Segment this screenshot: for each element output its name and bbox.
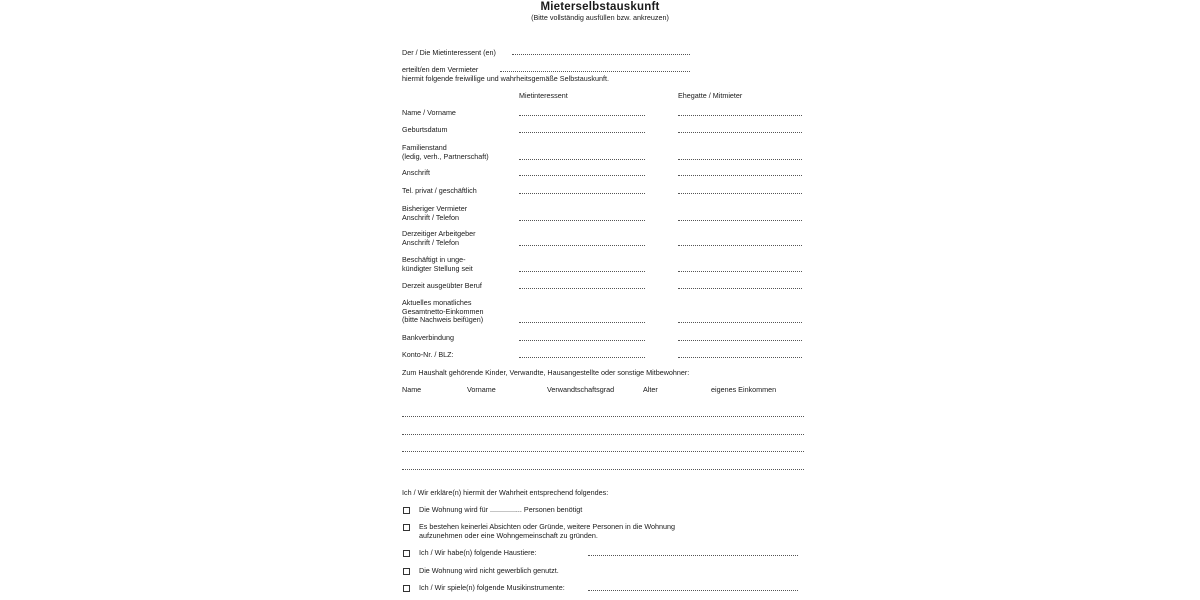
field-input-tenant[interactable]: [519, 322, 645, 323]
household-col-income: eigenes Einkommen: [711, 385, 777, 394]
household-col-vorname: Vorname: [467, 385, 496, 394]
field-label: (bitte Nachweis beifügen): [402, 315, 484, 324]
household-col-relation: Verwandtschaftsgrad: [547, 385, 615, 394]
field-input-spouse[interactable]: [678, 220, 802, 221]
declaration-fill-field[interactable]: [588, 555, 798, 556]
field-label: Beschäftigt in unge-: [402, 255, 466, 264]
household-row-line[interactable]: [402, 434, 804, 435]
field-input-spouse[interactable]: [678, 115, 802, 116]
field-label: kündigter Stellung seit: [402, 263, 473, 273]
field-label: Aktuelles monatliches: [402, 298, 472, 307]
intro-tenant-field[interactable]: [512, 54, 690, 55]
field-input-tenant[interactable]: [519, 159, 645, 160]
declaration-checkbox[interactable]: [403, 524, 410, 531]
declaration-checkbox[interactable]: [403, 568, 410, 575]
household-col-name: Name: [402, 385, 422, 394]
intro-landlord-field[interactable]: [500, 71, 690, 72]
field-label: Anschrift / Telefon: [402, 212, 459, 222]
household-row-line[interactable]: [402, 451, 804, 452]
household-col-age: Alter: [643, 385, 658, 394]
household-row-line[interactable]: [402, 469, 804, 470]
declaration-heading: Ich / Wir erkläre(n) hiermit der Wahrheit entsprechend folgendes:: [402, 488, 609, 497]
document-title: Mieterselbstauskunft: [540, 1, 660, 13]
field-input-spouse[interactable]: [678, 322, 802, 323]
field-label: (ledig, verh., Partnerschaft): [402, 151, 489, 161]
field-input-spouse[interactable]: [678, 132, 802, 133]
intro-tenant-label: Der / Die Mietinteressent (en): [402, 48, 496, 57]
field-input-spouse[interactable]: [678, 175, 802, 176]
field-label: Konto-Nr. / BLZ:: [402, 350, 454, 359]
field-input-tenant[interactable]: [519, 175, 645, 176]
declaration-text: Es bestehen keinerlei Absichten oder Gründe, weitere Personen in die Wohnung: [419, 522, 675, 531]
field-input-tenant[interactable]: [519, 340, 645, 341]
declaration-checkbox[interactable]: [403, 550, 410, 557]
field-label: Anschrift: [402, 168, 430, 177]
declaration-text: Ich / Wir habe(n) folgende Haustiere:: [419, 548, 537, 557]
declaration-text: Ich / Wir spiele(n) folgende Musikinstrumente:: [419, 583, 565, 592]
field-input-spouse[interactable]: [678, 193, 802, 194]
field-input-tenant[interactable]: [519, 193, 645, 194]
intro-landlord-label: erteilt/en dem Vermieter: [402, 65, 479, 74]
declaration-checkbox[interactable]: [403, 507, 410, 514]
intro-statement: hiermit folgende freiwillige und wahrheitsgemäße Selbstauskunft.: [402, 74, 609, 83]
household-heading: Zum Haushalt gehörende Kinder, Verwandte, Hausangestellte oder sonstige Mitbewohner:: [402, 368, 690, 377]
declaration-fill-field[interactable]: [588, 590, 798, 591]
column-header-tenant: Mietinteressent: [519, 91, 568, 100]
field-label: Derzeitiger Arbeitgeber: [402, 229, 476, 238]
field-input-spouse[interactable]: [678, 288, 802, 289]
field-label: Bankverbindung: [402, 333, 454, 342]
household-row-line[interactable]: [402, 416, 804, 417]
field-input-spouse[interactable]: [678, 271, 802, 272]
field-input-spouse[interactable]: [678, 159, 802, 160]
field-label: Anschrift / Telefon: [402, 237, 459, 247]
document-subtitle: (Bitte vollständig ausfüllen bzw. ankreuzen): [531, 13, 669, 22]
field-label: Familienstand: [402, 143, 447, 152]
field-input-tenant[interactable]: [519, 288, 645, 289]
field-label: Bisheriger Vermieter: [402, 204, 468, 213]
field-label: Geburtsdatum: [402, 125, 448, 134]
declaration-checkbox[interactable]: [403, 585, 410, 592]
field-label: Name / Vorname: [402, 108, 456, 117]
field-input-tenant[interactable]: [519, 271, 645, 272]
field-label: Derzeit ausgeübter Beruf: [402, 281, 482, 290]
declaration-text: Die Wohnung wird nicht gewerblich genutzt.: [419, 566, 559, 575]
field-input-spouse[interactable]: [678, 357, 802, 358]
declaration-text: aufzunehmen oder eine Wohngemeinschaft zu gründen.: [419, 530, 598, 540]
declaration-text: Die Wohnung wird für ................ Personen benötigt: [419, 505, 583, 514]
field-input-tenant[interactable]: [519, 115, 645, 116]
column-header-spouse: Ehegatte / Mitmieter: [678, 91, 743, 100]
field-input-spouse[interactable]: [678, 245, 802, 246]
field-input-tenant[interactable]: [519, 220, 645, 221]
field-input-tenant[interactable]: [519, 132, 645, 133]
field-input-tenant[interactable]: [519, 357, 645, 358]
field-label: Gesamtnetto-Einkommen: [402, 306, 484, 316]
field-input-tenant[interactable]: [519, 245, 645, 246]
field-input-spouse[interactable]: [678, 340, 802, 341]
field-label: Tel. privat / geschäftlich: [402, 186, 477, 195]
